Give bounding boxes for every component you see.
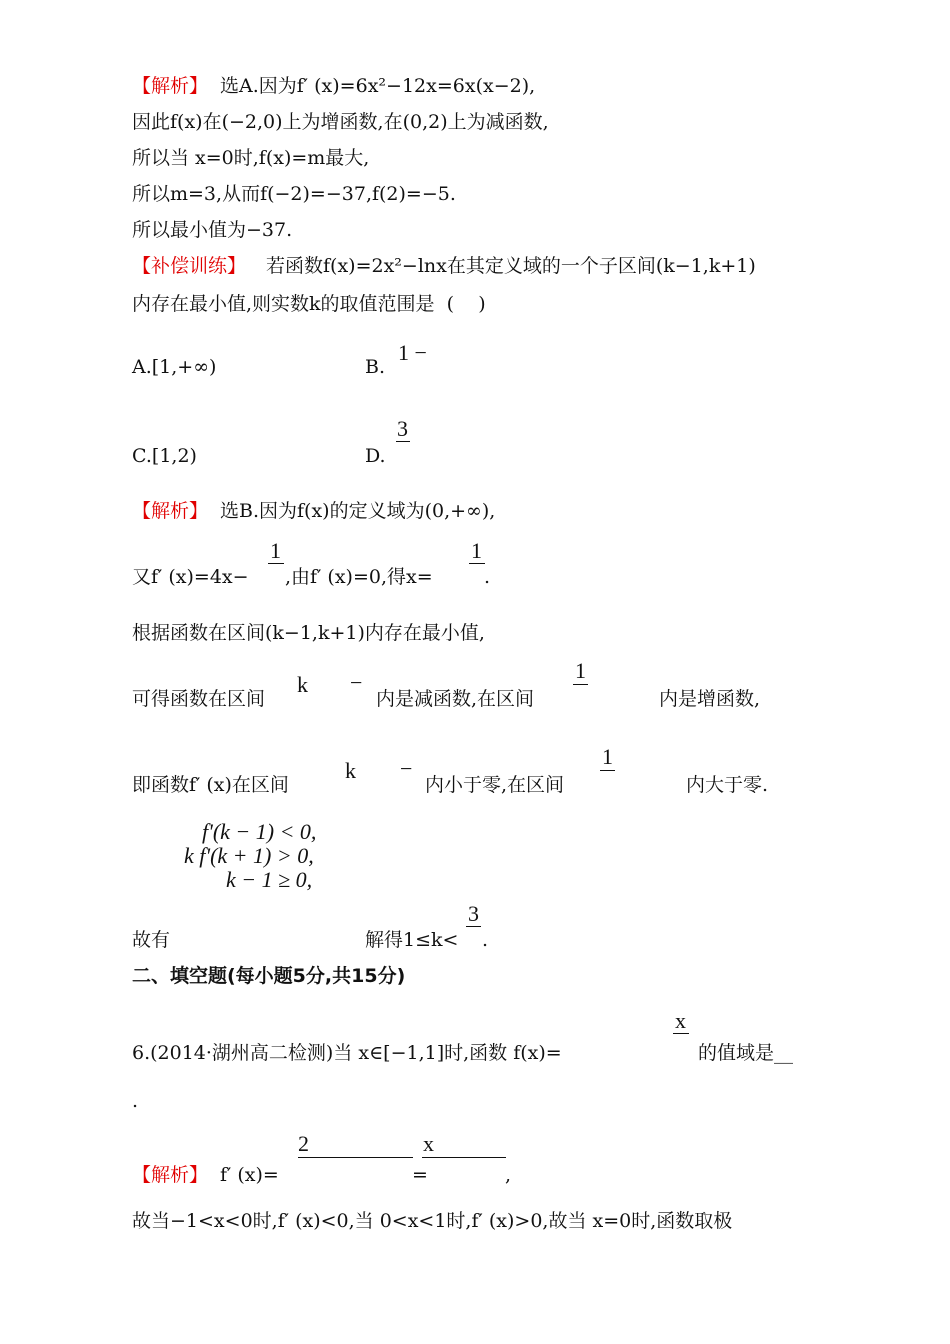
inequality-2: k f'(k + 1) > 0, (184, 843, 314, 868)
math-k: k (345, 758, 356, 783)
text-line: 又f′ (x)=4x− (132, 566, 249, 588)
text-line: 即函数f′ (x)在区间 (132, 774, 289, 796)
text-line: 解得1≤k< (365, 929, 459, 951)
text-line: , (505, 1164, 512, 1186)
fraction-numerator: 2 (298, 1131, 309, 1156)
math-k: k (297, 672, 308, 697)
text-line: 因此f(x)在(−2,0)上为增函数,在(0,2)上为减函数, (132, 111, 549, 133)
text-line: 所以当 x=0时,f(x)=m最大, (132, 147, 370, 169)
fraction-numerator: x (423, 1131, 434, 1156)
fraction-numerator: 1 (471, 538, 482, 563)
section-heading: 二、填空题(每小题5分,共15分) (132, 965, 406, 987)
fraction-line (466, 926, 481, 927)
text-line: . (482, 929, 489, 951)
text-line: 若函数f(x)=2x²−lnx在其定义域的一个子区间(k−1,k+1) (266, 255, 756, 277)
inequality-3: k − 1 ≥ 0, (226, 867, 313, 892)
fraction-numerator: 1 (270, 538, 281, 563)
text-line: . (484, 566, 491, 588)
fraction-line (268, 563, 284, 564)
text-line: 的值域是__ (698, 1042, 794, 1064)
fraction-line (422, 1157, 506, 1158)
text-line: 故当−1<x<0时,f′ (x)<0,当 0<x<1时,f′ (x)>0,故当 x=0时,函数取极 (132, 1210, 733, 1232)
text-line: f′ (x)= (220, 1164, 279, 1186)
fraction-line (600, 770, 615, 771)
text-line: . (132, 1090, 139, 1112)
analysis-tag: 【解析】 (132, 500, 209, 522)
fraction-line (298, 1157, 413, 1158)
fraction-line (396, 441, 410, 442)
option-b: B. (365, 356, 386, 378)
text-line: 选A.因为f′ (x)=6x²−12x=6x(x−2), (220, 75, 536, 97)
fraction-line (469, 563, 485, 564)
option-b-formula: 1 − (398, 340, 427, 365)
text-line: 内大于零. (686, 774, 769, 796)
text-line: 内小于零,在区间 (425, 774, 565, 796)
fraction-numerator: 1 (575, 658, 586, 683)
text-line: 选B.因为f(x)的定义域为(0,+∞), (220, 500, 496, 522)
question-6: 6.(2014·湖州高二检测)当 x∈[−1,1]时,函数 f(x)= (132, 1042, 562, 1064)
text-line: 所以m=3,从而f(−2)=−37,f(2)=−5. (132, 183, 456, 205)
inequality-1: f'(k − 1) < 0, (202, 819, 317, 844)
option-c: C.[1,2) (132, 445, 197, 467)
option-a: A.[1,+∞) (132, 356, 217, 378)
training-tag: 【补偿训练】 (132, 255, 247, 277)
text-line: 根据函数在区间(k−1,k+1)内存在最小值, (132, 622, 485, 644)
text-line: 内是增函数, (659, 688, 761, 710)
text-line: 内存在最小值,则实数k的取值范围是 ( ) (132, 293, 486, 315)
analysis-tag: 【解析】 (132, 1164, 209, 1186)
fraction-line (573, 684, 588, 685)
fraction-numerator: x (675, 1008, 686, 1033)
option-d-formula: 3 (397, 416, 408, 441)
text-line: 可得函数在区间 (132, 688, 266, 710)
option-d: D. (365, 445, 386, 467)
text-line: 所以最小值为−37. (132, 219, 293, 241)
text-line: = (412, 1164, 428, 1186)
analysis-tag: 【解析】 (132, 75, 209, 97)
inequality-system (0, 819, 950, 893)
fraction-line (673, 1033, 689, 1034)
text-line: ,由f′ (x)=0,得x= (285, 566, 433, 588)
text-line: 故有 (132, 929, 171, 951)
fraction-numerator: 3 (468, 901, 479, 926)
math-minus: − (350, 670, 363, 695)
math-minus: − (400, 756, 413, 781)
text-line: 内是减函数,在区间 (376, 688, 535, 710)
fraction-numerator: 1 (602, 744, 613, 769)
